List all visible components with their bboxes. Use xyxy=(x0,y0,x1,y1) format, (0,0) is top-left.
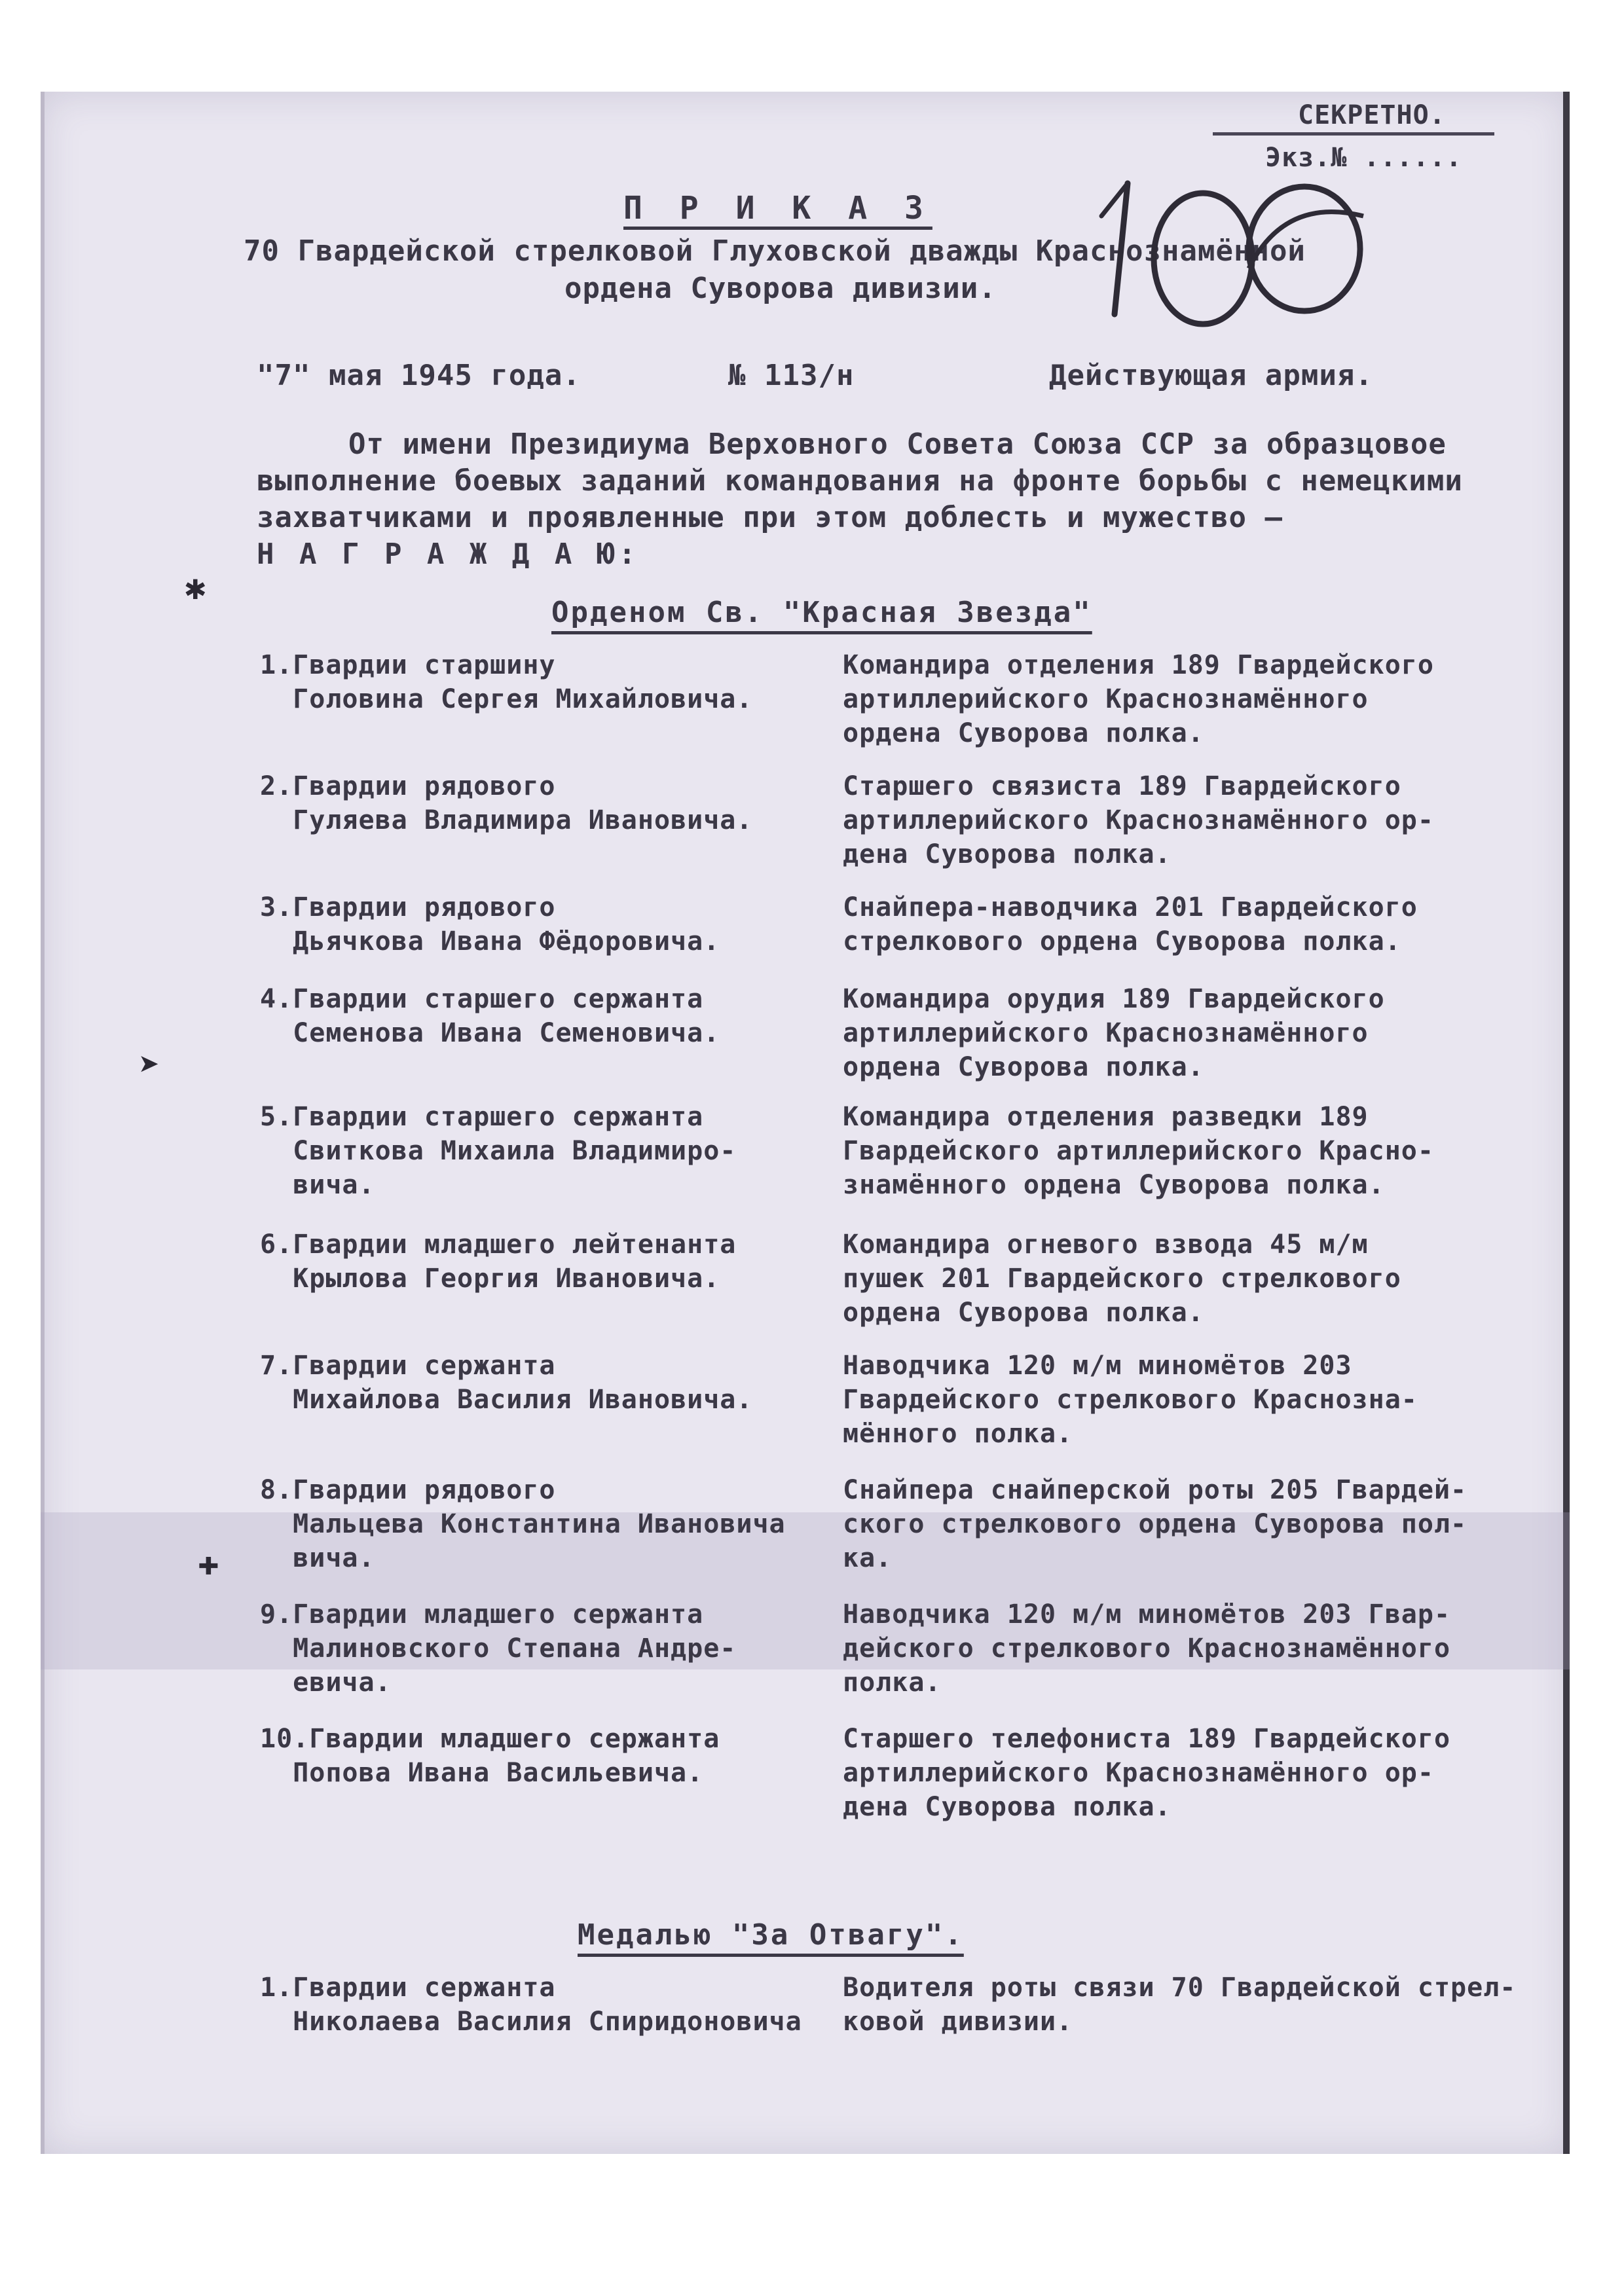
ink-mark: ✱ xyxy=(185,566,206,608)
award-entry-name: 2.Гвардии рядового Гуляева Владимира Ивановича. xyxy=(260,771,753,835)
document-subtitle-line2: ордена Суворова дивизии. xyxy=(564,272,997,305)
preamble-line1: От имени Президиума Верховного Совета Союза ССР за образцовое xyxy=(348,428,1447,461)
award-entry-name: 9.Гвардии младшего сержанта Малиновского Степана Андре- евича. xyxy=(260,1599,737,1698)
award-entry-position: Командира отделения 189 Гвардейского артиллерийского Краснознамённого ордена Суворова полка. xyxy=(843,650,1434,748)
document-subtitle-line1: 70 Гвардейской стрелковой Глуховской дважды Краснознамённой xyxy=(244,234,1306,268)
scan-right-edge xyxy=(1563,92,1570,2154)
section2-heading: Медалью "За Отвагу". xyxy=(578,1918,964,1952)
preamble-line2: выполнение боевых заданий командования на фронте борьбы с немецкими xyxy=(257,464,1463,498)
award-entry-name: 6.Гвардии младшего лейтенанта Крылова Георгия Ивановича. xyxy=(260,1230,737,1294)
corner-stamp-underline xyxy=(1213,132,1494,136)
award-entry-position: Старшего связиста 189 Гвардейского артиллерийского Краснознамённого ор- дена Суворова полка. xyxy=(843,771,1434,869)
order-number: № 113/н xyxy=(728,359,855,392)
scanned-document xyxy=(41,92,1570,2154)
document-title: П Р И К А З xyxy=(623,190,932,227)
award-entry-name: 10.Гвардии младшего сержанта Попова Ивана Васильевича. xyxy=(260,1724,720,1788)
order-date: "7" мая 1945 года. xyxy=(257,359,581,392)
award-entry-name: 1.Гвардии сержанта Николаева Василия Спиридоновича xyxy=(260,1973,802,2037)
ink-mark: ➤ xyxy=(139,1044,160,1085)
award-entry-position: Снайпера снайперской роты 205 Гвардей- ского стрелкового ордена Суворова пол- ка. xyxy=(843,1475,1467,1573)
award-entry-position: Наводчика 120 м/м миномётов 203 Гвардейского стрелкового Краснозна- мённого полка. xyxy=(843,1351,1418,1449)
award-entry-name: 8.Гвардии рядового Мальцева Константина Ивановича вича. xyxy=(260,1475,786,1573)
award-entry-position: Командира орудия 189 Гвардейского артиллерийского Краснознамённого ордена Суворова полка. xyxy=(843,984,1385,1082)
preamble-award-verb: Н А Г Р А Ж Д А Ю: xyxy=(257,538,640,571)
award-entry-name: 3.Гвардии рядового Дьячкова Ивана Фёдоровича. xyxy=(260,892,720,957)
award-entry-position: Снайпера-наводчика 201 Гвардейского стрелкового ордена Суворова полка. xyxy=(843,892,1418,957)
preamble-line3: захватчиками и проявленные при этом доблесть и мужество — xyxy=(257,501,1283,534)
award-entry-name: 7.Гвардии сержанта Михайлова Василия Ивановича. xyxy=(260,1351,753,1415)
award-entry-position: Командира отделения разведки 189 Гвардейского артиллерийского Красно- знамённого ордена Суворова полка. xyxy=(843,1102,1434,1200)
award-entry-position: Старшего телефониста 189 Гвардейского артиллерийского Краснознамённого ор- дена Суворова полка. xyxy=(843,1724,1451,1822)
award-entry-position: Наводчика 120 м/м миномётов 203 Гвар- дейского стрелкового Краснознамённого полка. xyxy=(843,1599,1451,1698)
section1-heading: Орденом Св. "Красная Звезда" xyxy=(551,596,1092,629)
award-entry-name: 1.Гвардии старшину Головина Сергея Михайловича. xyxy=(260,650,753,714)
ink-mark: ✚ xyxy=(198,1542,219,1583)
handwritten-number-100 xyxy=(1088,170,1396,340)
award-entry-position: Командира огневого взвода 45 м/м пушек 201 Гвардейского стрелкового ордена Суворова полка. xyxy=(843,1230,1401,1328)
order-location: Действующая армия. xyxy=(1049,359,1373,392)
award-entry-name: 5.Гвардии старшего сержанта Свиткова Михаила Владимиро- вича. xyxy=(260,1102,737,1200)
corner-stamp-line2: Экз.№ ...... xyxy=(1265,143,1462,173)
corner-stamp-line1: СЕКРЕТНО. xyxy=(1298,100,1446,130)
scan-left-edge xyxy=(41,92,45,2154)
award-entry-position: Водителя роты связи 70 Гвардейской стрел- ковой дивизии. xyxy=(843,1973,1517,2037)
award-entry-name: 4.Гвардии старшего сержанта Семенова Ивана Семеновича. xyxy=(260,984,720,1048)
